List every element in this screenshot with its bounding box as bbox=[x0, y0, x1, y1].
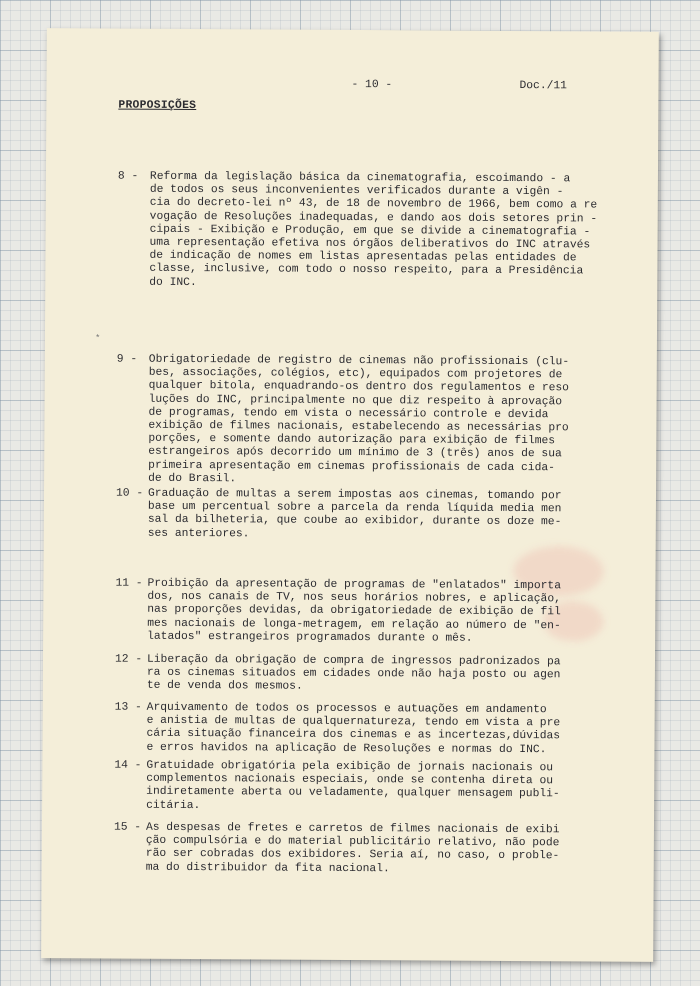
text-line: uma representação efetiva nos órgãos deliberativos do INC através bbox=[149, 236, 591, 252]
proposal-text bbox=[146, 760, 614, 816]
text-line: cipais - Exibição e Produção, em que se divide a cinematografia - bbox=[149, 223, 591, 239]
proposal-text bbox=[146, 822, 614, 878]
text-line: Graduação de multas a serem impostas aos cinemas, tomando por bbox=[147, 487, 562, 503]
proposal-number: 13 - bbox=[114, 701, 142, 714]
proposal-item bbox=[115, 654, 615, 697]
text-line: estrangeiros após decorrido um mínimo de 3 (três) anos de sua bbox=[148, 446, 562, 461]
proposal-number: 15 - bbox=[113, 821, 142, 834]
text-line: rão ser cobradas dos exibidores. Seria aí, no caso, o proble- bbox=[145, 848, 560, 863]
text-line: ses anteriores. bbox=[147, 527, 250, 540]
text-line: latados" estrangeiros programados durante o mês. bbox=[147, 630, 473, 645]
text-line: Reforma da legislação básica da cinematografia, escoimando - a bbox=[149, 170, 571, 186]
proposal-text bbox=[147, 578, 615, 647]
text-line: de indicação de nomes em listas apresentadas pelas entidades de bbox=[149, 249, 577, 265]
text-line: Arquivamento de todos os processos e autuações em andamento bbox=[146, 701, 547, 717]
proposal-number: 10 - bbox=[115, 487, 144, 500]
proposal-number: 11 - bbox=[115, 577, 143, 590]
document-page bbox=[41, 28, 659, 962]
text-line: de programas, tendo em vista o necessário controle e devida bbox=[148, 406, 549, 422]
text-line: Obrigatoriedade de registro de cinemas não profissionais (clu- bbox=[148, 353, 570, 369]
proposal-item bbox=[116, 354, 617, 489]
text-line: exibição de filmes nacionais, estabelecendo as necessárias pro bbox=[148, 419, 569, 435]
text-line: vogação de Resoluções inadequadas, e dando aos dois setores prin - bbox=[149, 210, 598, 226]
text-line: te de venda dos mesmos. bbox=[146, 680, 303, 694]
proposal-text bbox=[147, 654, 615, 696]
text-line: de todos os seus inconvenientes verificados durante a vigên - bbox=[149, 183, 564, 199]
proposal-text bbox=[148, 354, 617, 489]
text-line: dos, nos canais de TV, nos seus horários nobres, e aplicação, bbox=[147, 590, 561, 606]
text-line: mes nacionais de longa-metragem, em relação ao número de "en- bbox=[147, 617, 561, 632]
text-line: ma do distribuidor da fita nacional. bbox=[145, 861, 390, 875]
proposal-number: 12 - bbox=[114, 653, 143, 666]
text-line: complementos nacionais especiais, onde se contenha direta ou bbox=[146, 772, 554, 788]
proposal-item bbox=[114, 822, 614, 878]
proposal-number: 9 - bbox=[116, 353, 138, 366]
text-line: sal da bilheteria, que coube ao exibidor, durante os doze me- bbox=[147, 514, 562, 529]
proposal-number: 8 - bbox=[117, 170, 139, 183]
text-line: base um percentual sobre a parcela da renda líquida media men bbox=[147, 500, 562, 516]
proposal-text bbox=[146, 702, 614, 758]
proposal-item bbox=[116, 488, 616, 544]
margin-mark: * bbox=[94, 333, 101, 344]
text-line: cária situação financeira dos cinemas e as incertezas,dúvidas bbox=[146, 728, 561, 743]
text-line: cia do decreto-lei nº 43, de 18 de novembro de 1966, bem como a re bbox=[149, 197, 598, 212]
document-reference: Doc./11 bbox=[519, 80, 568, 93]
proposal-item bbox=[114, 760, 614, 816]
text-line: porções, e somente dando autorização para exibição de filmes bbox=[148, 432, 556, 448]
proposal-number: 14 - bbox=[114, 759, 142, 772]
proposal-item bbox=[114, 702, 614, 758]
text-line: Liberação da obrigação de compra de ingressos padronizados pa bbox=[146, 653, 561, 669]
text-line: e erros havidos na aplicação de Resoluções e normas do INC. bbox=[146, 741, 547, 756]
text-line: luções do INC, principalmente no que diz respeito à aprovação bbox=[148, 393, 563, 408]
text-line: ção compulsória e do material publicitário relativo, não pode bbox=[145, 834, 560, 850]
page-title: PROPOSIÇÕES bbox=[118, 99, 197, 113]
proposal-item bbox=[117, 171, 618, 293]
text-line: ra os cinemas situados em cidades onde não haja posto ou agen bbox=[146, 666, 561, 682]
text-line: Proibição da apresentação de programas de "enlatados" importa bbox=[147, 577, 562, 593]
proposal-text bbox=[149, 171, 618, 293]
text-line: indiretamente aberta ou veladamente, qualquer mensagem publi- bbox=[146, 786, 560, 801]
text-line: As despesas de fretes e carretos de filmes nacionais de exibi bbox=[145, 821, 560, 837]
text-line: bes, associações, colégios, etc), equipados com projetores de bbox=[148, 366, 563, 382]
text-line: qualquer bitola, enquadrando-os dentro dos regulamentos e reso bbox=[148, 380, 570, 395]
text-line: classe, inclusive, com todo o nosso respeito, para a Presidência bbox=[149, 263, 584, 278]
proposal-item bbox=[115, 578, 615, 647]
text-line: primeira apresentação em cinemas profissionais de cada cida- bbox=[148, 459, 555, 474]
text-line: nas proporções devidas, da obrigatoriedade de exibição de fil bbox=[147, 604, 561, 619]
text-line: do INC. bbox=[149, 276, 197, 289]
text-line: Gratuidade obrigatória pela exibição de jornais nacionais ou bbox=[146, 759, 554, 775]
page-number: - 10 - bbox=[351, 79, 393, 92]
text-line: citária. bbox=[146, 799, 201, 812]
text-line: de do Brasil. bbox=[148, 472, 237, 486]
proposal-text bbox=[148, 488, 616, 544]
text-line: e anistia de multas de qualquernatureza, tendo em vista a pre bbox=[146, 714, 561, 730]
